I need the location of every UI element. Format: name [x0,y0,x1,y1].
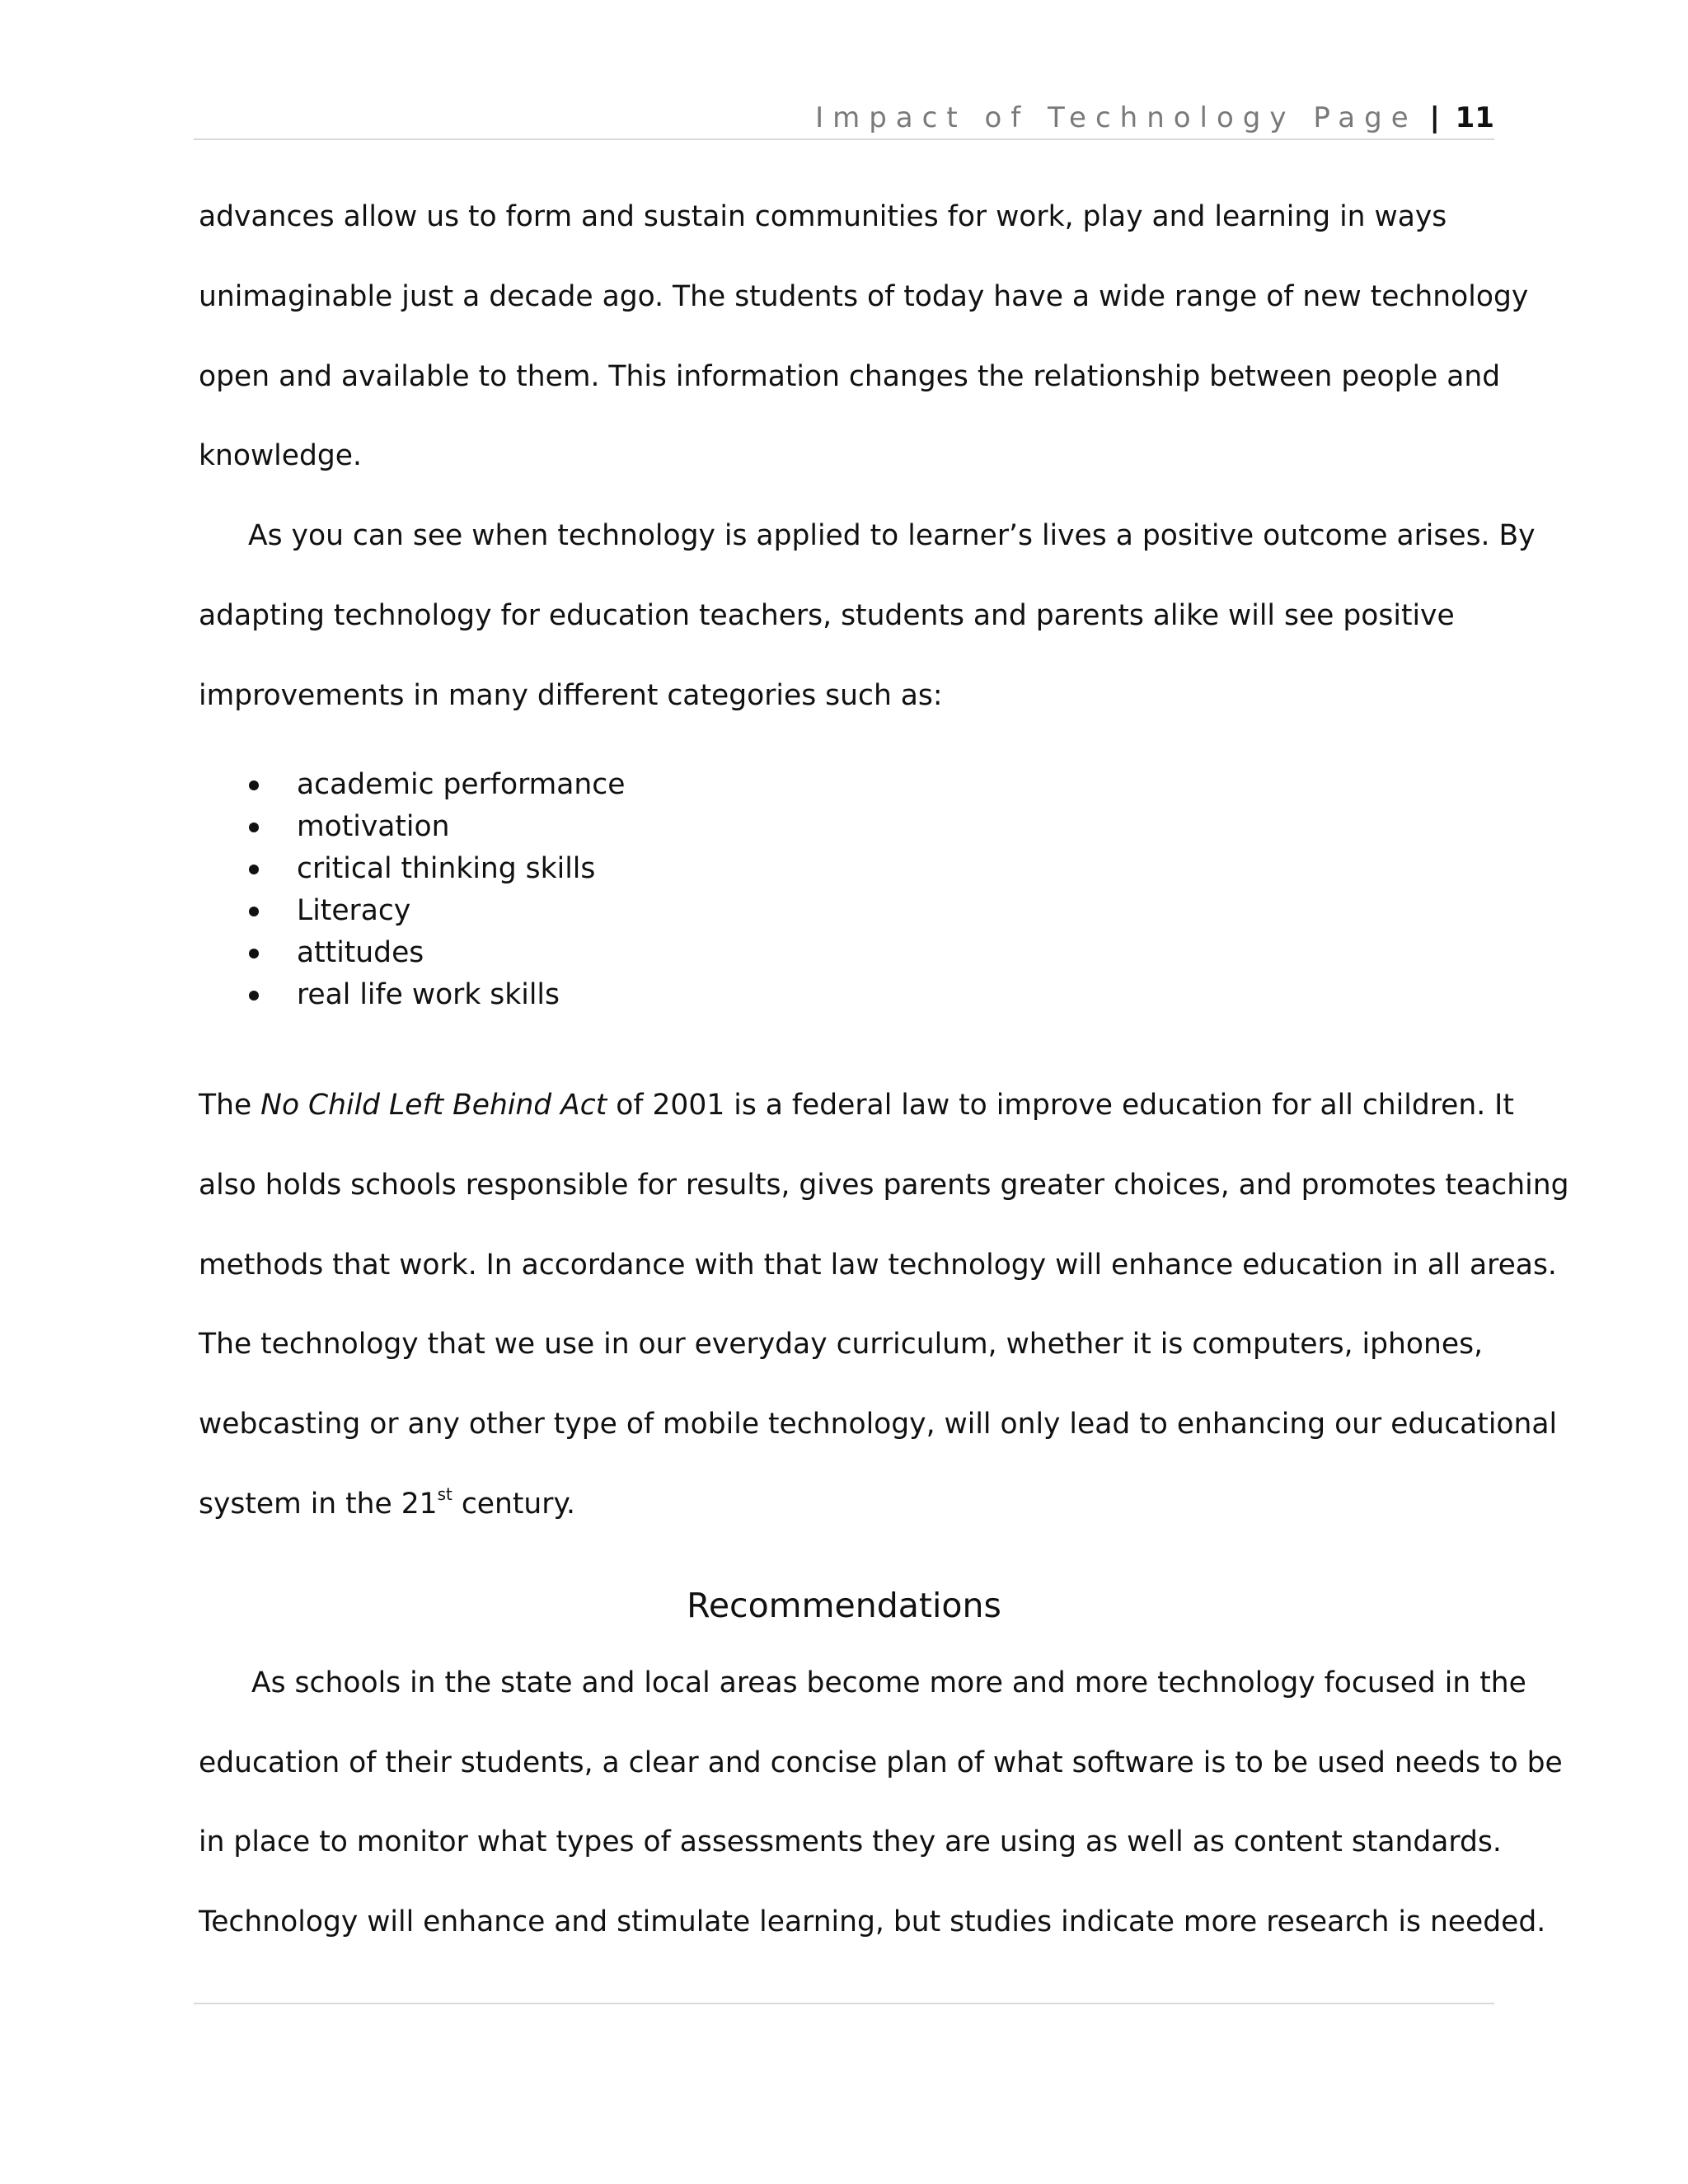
list-item-text: real life work skills [297,978,560,1011]
paragraph2-line-2: adapting technology for education teachers, students and parents alike will see positive [199,599,1455,632]
paragraph3-suffix: of 2001 is a federal law to improve education for all children. It [607,1089,1514,1122]
paragraph3-prefix: The [199,1089,261,1122]
paragraph1-line-2: unimaginable just a decade ago. The students of today have a wide range of new technology [199,280,1529,313]
list-item [247,890,625,932]
bullet-icon [249,865,259,874]
header-separator: | [1429,101,1440,134]
list-item [247,932,625,974]
last-line-suffix: century. [452,1488,575,1521]
list-item-text: critical thinking skills [297,852,596,885]
paragraph3-line-6 [199,1483,575,1525]
bullet-icon [249,823,259,832]
bullet-icon [249,780,259,790]
header-rule [194,138,1494,140]
bullet-icon [249,991,259,1001]
ordinal-superscript: st [437,1483,452,1504]
paragraph1-line-3: open and available to them. This information changes the relationship between people and [199,360,1501,393]
list-item [247,806,625,848]
bullet-icon [249,949,259,958]
category-list [247,764,625,1016]
header-title: Impact of Technology Page [815,101,1418,134]
list-item [247,764,625,806]
list-item-text: motivation [297,810,450,843]
list-item-text: Literacy [297,894,411,927]
bullet-icon [249,907,259,916]
list-item [247,848,625,890]
list-item-text: academic performance [297,768,626,801]
act-title: No Child Left Behind Act [260,1089,607,1122]
section-heading: Recommendations [687,1586,1001,1625]
list-item-text: attitudes [297,936,424,969]
recommendations-line-2: education of their students, a clear and concise plan of what software is to be used needs to be [199,1746,1563,1779]
list-item [247,974,625,1016]
page-number: 11 [1455,101,1494,134]
paragraph2-line-3: improvements in many different categories such as: [199,679,943,712]
recommendations-line-3: in place to monitor what types of assessments they are using as well as content standards. [199,1825,1502,1858]
paragraph3-line-3: methods that work. In accordance with that law technology will enhance education in all areas. [199,1249,1557,1282]
page-header [194,97,1494,138]
paragraph2-line-1: As you can see when technology is applied to learner’s lives a positive outcome arises. By [248,519,1536,552]
footer-rule [194,2003,1494,2004]
last-line-prefix: system in the 21 [199,1488,438,1521]
paragraph3-line-5: webcasting or any other type of mobile technology, will only lead to enhancing our educational [199,1408,1558,1441]
paragraph3-line-2: also holds schools responsible for results, gives parents greater choices, and promotes teaching [199,1169,1569,1202]
paragraph1-line-4: knowledge. [199,439,362,472]
recommendations-line-4: Technology will enhance and stimulate learning, but studies indicate more research is needed. [199,1905,1546,1938]
paragraph3-line-4: The technology that we use in our everyday curriculum, whether it is computers, iphones, [199,1328,1484,1361]
paragraph1-line-1: advances allow us to form and sustain communities for work, play and learning in ways [199,200,1447,233]
paragraph3-line-1 [199,1085,1514,1126]
recommendations-line-1: As schools in the state and local areas become more and more technology focused in the [251,1666,1526,1699]
